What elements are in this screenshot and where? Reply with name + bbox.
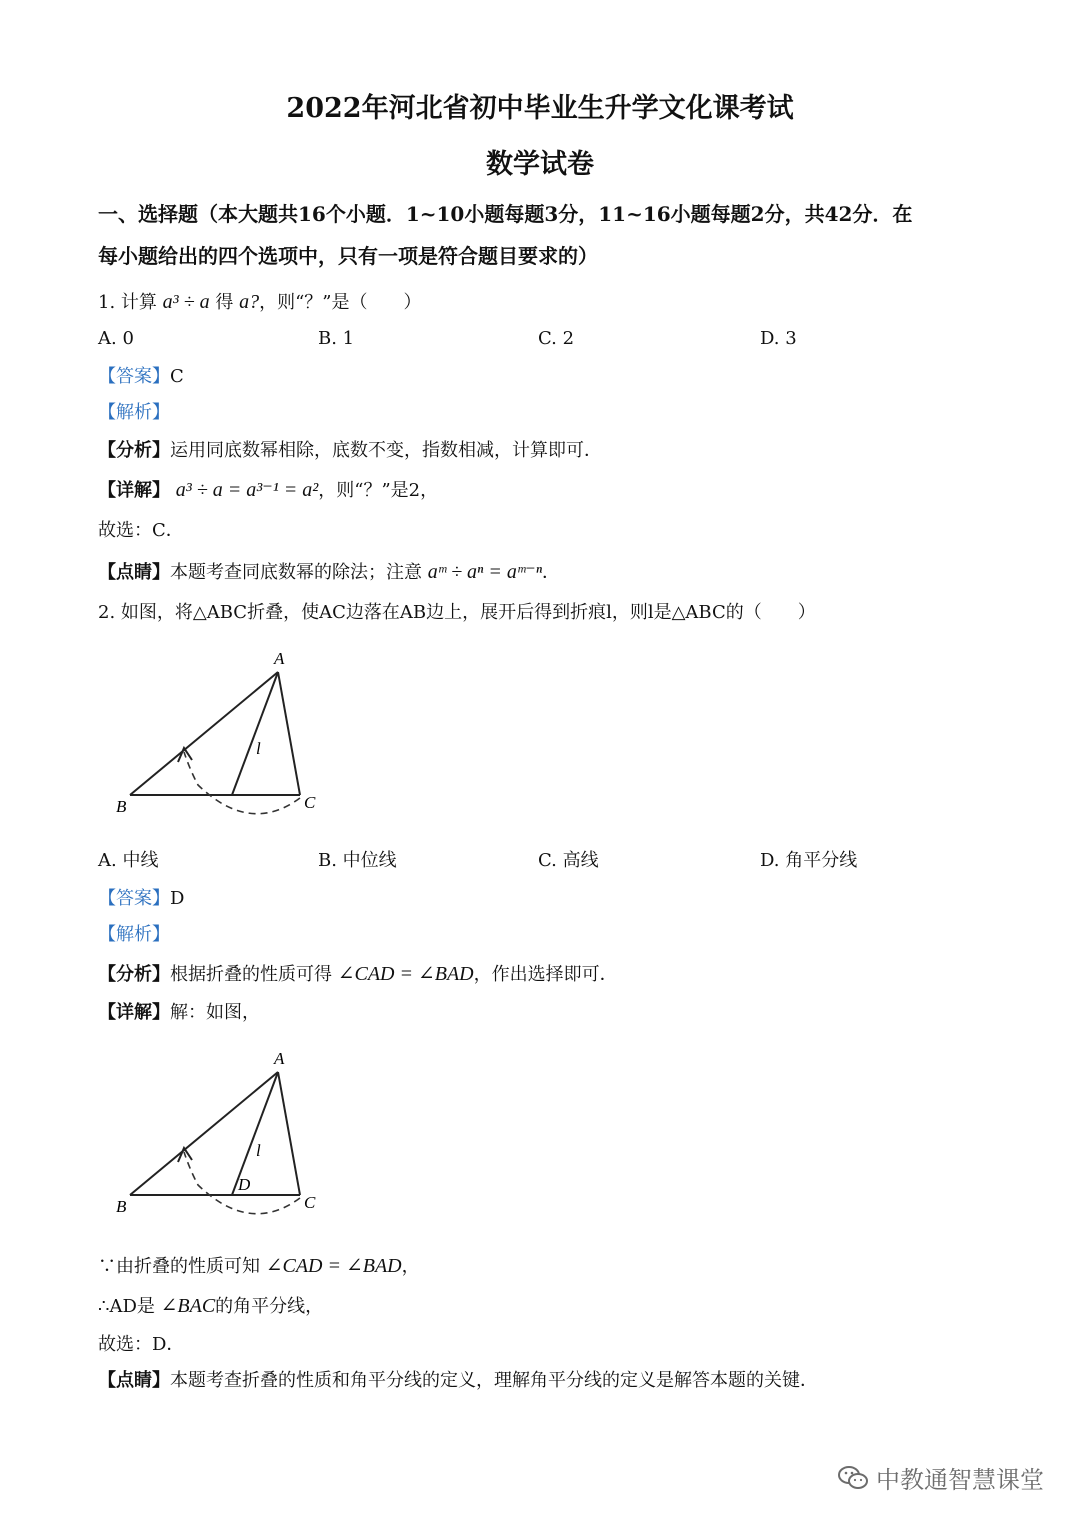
page-subtitle: 数学试卷 <box>486 149 594 180</box>
q2-therefore: ∴AD是 ∠BAC的角平分线， <box>98 1295 324 1317</box>
q2-option-c: C. 高线 <box>538 850 599 871</box>
q1-xiangjie-expr: a³ ÷ a = a³⁻¹ = a² <box>175 479 319 501</box>
q1-answer: 【答案】C <box>98 366 184 387</box>
q2-because: ∵由折叠的性质可知 ∠CAD = ∠BAD， <box>98 1255 420 1277</box>
side-ac <box>278 1072 300 1195</box>
q1-option-b: B. 1 <box>318 328 355 349</box>
q2-fenxi-expr: ∠CAD = ∠BAD <box>337 963 474 985</box>
label-a: A <box>274 1049 285 1068</box>
q2-figure-2 <box>100 1040 340 1220</box>
section-heading-line1: 一、选择题（本大题共16个小题．1~10小题每题3分，11~16小题每题2分，共42分．在 <box>98 202 913 226</box>
q1-option-a: A. 0 <box>98 328 134 349</box>
label-d: D <box>238 1175 251 1194</box>
label-l: l <box>256 1141 261 1160</box>
page-title: 2022年河北省初中毕业生升学文化课考试 <box>286 93 794 124</box>
label-c: C <box>304 1193 316 1212</box>
q1-xiangjie: 【详解】 a³ ÷ a = a³⁻¹ = a²，则“？”是2， <box>98 479 439 501</box>
watermark-text: 中教通智慧课堂 <box>876 1466 1044 1494</box>
q2-choice: 故选：D． <box>98 1334 185 1355</box>
q1-dianjing-expr: aᵐ ÷ aⁿ = aᵐ⁻ⁿ <box>427 561 543 583</box>
q1-expr: a³ ÷ a <box>162 291 210 313</box>
q1-fenxi: 【分析】运用同底数幂相除，底数不变，指数相减，计算即可． <box>98 440 602 461</box>
q1-stem: 1. 计算 a³ ÷ a 得 a?，则“？”是（ ） <box>98 291 422 313</box>
q2-therefore-expr: ∠BAC <box>160 1295 216 1317</box>
fold-arc <box>184 752 300 814</box>
section-heading-line2: 每小题给出的四个选项中，只有一项是符合题目要求的） <box>98 244 598 268</box>
q1-option-c: C. 2 <box>538 328 575 349</box>
q2-fenxi: 【分析】根据折叠的性质可得 ∠CAD = ∠BAD，作出选择即可． <box>98 963 618 985</box>
q2-option-b: B. 中位线 <box>318 850 397 871</box>
q1-option-d: D. 3 <box>760 328 797 349</box>
q2-xiangjie: 【详解】解：如图， <box>98 1002 260 1023</box>
label-l: l <box>256 739 261 758</box>
q2-figure-1 <box>100 640 340 820</box>
q2-dianjing: 【点睛】本题考查折叠的性质和角平分线的定义，理解角平分线的定义是解答本题的关键． <box>98 1370 818 1391</box>
q2-answer: 【答案】D <box>98 888 185 909</box>
q2-stem: 2. 如图，将△ABC折叠，使AC边落在AB边上，展开后得到折痕l，则l是△ABC的（ ） <box>98 602 816 623</box>
q1-result: a? <box>239 291 260 313</box>
q1-dianjing: 【点睛】本题考查同底数幂的除法；注意 aᵐ ÷ aⁿ = aᵐ⁻ⁿ． <box>98 561 561 583</box>
wechat-icon <box>838 1465 868 1491</box>
watermark <box>838 1460 1044 1495</box>
label-b: B <box>116 1197 127 1216</box>
q2-because-expr: ∠CAD = ∠BAD <box>265 1255 402 1277</box>
label-c: C <box>304 793 316 812</box>
q2-option-a: A. 中线 <box>98 850 159 871</box>
label-b: B <box>116 797 127 816</box>
q1-analysis-label: 【解析】 <box>98 402 170 423</box>
label-a: A <box>274 649 285 668</box>
q2-analysis-label: 【解析】 <box>98 924 170 945</box>
side-ac <box>278 672 300 795</box>
q2-option-d: D. 角平分线 <box>760 850 858 871</box>
q1-choice: 故选：C． <box>98 520 184 541</box>
